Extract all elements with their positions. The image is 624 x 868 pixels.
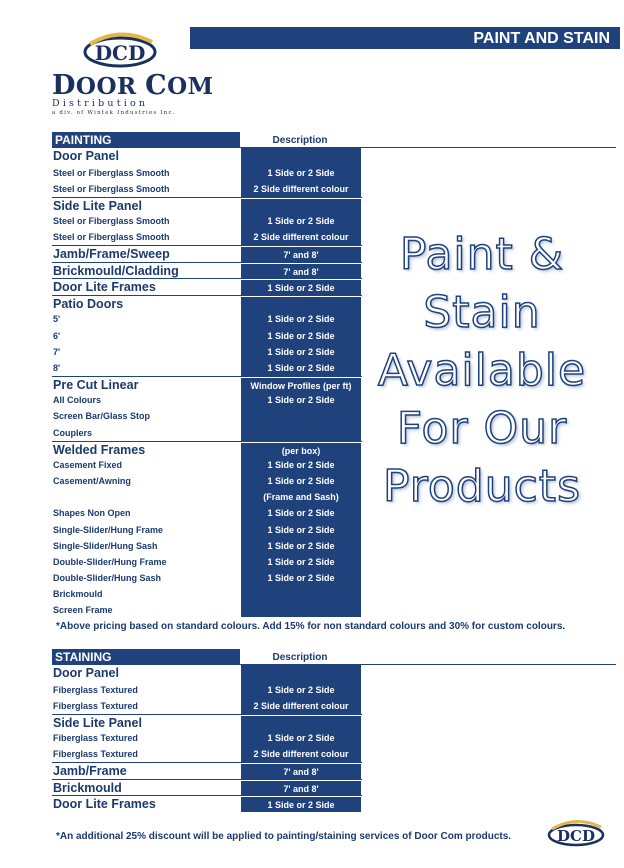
staining-header: STAINING: [52, 649, 240, 665]
item-description: 2 Side different colour: [253, 700, 349, 711]
table-row: [52, 779, 362, 796]
table-row: [52, 602, 362, 618]
item-description: [241, 715, 361, 716]
door-com-logo-mark-icon: [82, 30, 158, 70]
item-label: Steel or Fiberglass Smooth: [53, 232, 170, 243]
table-row: [52, 795, 362, 812]
item-description: [241, 198, 361, 199]
table-row: [52, 762, 362, 779]
item-label: All Colours: [53, 395, 102, 406]
table-row: [52, 457, 362, 473]
table-row: [52, 682, 362, 698]
item-label: Single-Slider/Hung Sash: [53, 540, 158, 551]
item-description: 7' and 8': [241, 246, 361, 264]
company-logo: [50, 26, 214, 116]
item-description: (Frame and Sash): [263, 492, 339, 503]
table-row: [52, 570, 362, 586]
table-row: [52, 213, 362, 229]
item-label: Fiberglass Textured: [53, 684, 138, 695]
item-description: 1 Side or 2 Side: [267, 362, 335, 373]
promo-line: Products: [383, 461, 581, 512]
table-row: [52, 295, 362, 312]
item-description: 1 Side or 2 Side: [267, 330, 335, 341]
item-label: Screen Frame: [53, 605, 113, 615]
category-label: Brickmould: [53, 780, 122, 795]
item-label: Steel or Fiberglass Smooth: [53, 167, 170, 178]
category-label: Welded Frames: [53, 442, 146, 457]
item-description: 2 Side different colour: [253, 232, 349, 243]
table-row: [52, 746, 362, 762]
table-row: [52, 698, 362, 714]
item-label: 7': [53, 346, 61, 357]
item-description: 1 Side or 2 Side: [267, 540, 335, 551]
svg-text:DCD: DCD: [94, 41, 146, 65]
category-label: Door Panel: [53, 666, 119, 680]
item-description: 1 Side or 2 Side: [267, 346, 335, 357]
table-row: [52, 360, 362, 376]
category-label: Door Panel: [53, 149, 119, 163]
table-row: [52, 262, 362, 279]
item-description: 1 Side or 2 Side: [267, 216, 335, 227]
brand-division: a div. of Wintek Industries Inc.: [52, 110, 176, 116]
item-label: Casement Fixed: [53, 460, 123, 471]
table-row: [52, 328, 362, 344]
item-description: 2 Side different colour: [253, 183, 349, 194]
item-label: Fiberglass Textured: [53, 733, 138, 744]
category-label: Side Lite Panel: [53, 715, 142, 730]
promo-line: For Our: [396, 403, 568, 454]
table-row: [52, 730, 362, 746]
item-label: Double-Slider/Hung Sash: [53, 572, 162, 583]
painting-description-header: Description: [272, 135, 328, 146]
table-row: [52, 505, 362, 521]
item-label: Double-Slider/Hung Frame: [53, 556, 167, 567]
item-description: 1 Side or 2 Side: [267, 476, 335, 487]
table-row: [52, 489, 362, 505]
table-row: [52, 245, 362, 262]
svg-text:DCD: DCD: [557, 827, 595, 845]
table-row: [52, 392, 362, 408]
brand-name: DOOR COM: [52, 70, 214, 101]
table-row: [52, 473, 362, 489]
table-row: [52, 229, 362, 245]
table-row: [52, 376, 362, 393]
category-label: Brickmould/Cladding: [53, 263, 179, 278]
table-row: [52, 714, 362, 731]
table-row: [52, 665, 362, 682]
item-description: 1 Side or 2 Side: [267, 524, 335, 535]
item-description: 2 Side different colour: [253, 749, 349, 760]
promo-line: Available: [377, 345, 587, 396]
item-description: 1 Side or 2 Side: [241, 796, 361, 814]
table-row: [52, 278, 362, 295]
item-label: Single-Slider/Hung Frame: [53, 524, 164, 535]
promo-headline: [372, 226, 592, 516]
item-label: Steel or Fiberglass Smooth: [53, 216, 170, 227]
table-row: [52, 538, 362, 554]
item-description: Window Profiles (per ft): [241, 377, 361, 395]
painting-pricing-note: *Above pricing based on standard colours. Add 15% for non standard colours and 30% for custom colours.: [56, 621, 566, 632]
page-title-banner: PAINT AND STAIN: [190, 27, 620, 49]
item-description: 1 Side or 2 Side: [267, 733, 335, 744]
table-row: [52, 197, 362, 214]
table-row: [52, 148, 362, 165]
item-description: 1 Side or 2 Side: [241, 279, 361, 297]
category-label: Jamb/Frame/Sweep: [53, 247, 170, 262]
table-row: [52, 554, 362, 570]
table-row: [52, 441, 362, 458]
painting-header: PAINTING: [52, 132, 240, 148]
painting-header-row: [52, 132, 616, 148]
staining-header-row: [52, 649, 616, 665]
item-description: 1 Side or 2 Side: [267, 508, 335, 519]
item-description: 1 Side or 2 Side: [267, 314, 335, 325]
item-description: 1 Side or 2 Side: [267, 460, 335, 471]
item-label: Brickmould: [53, 588, 103, 599]
item-description: 1 Side or 2 Side: [267, 572, 335, 583]
item-label: Fiberglass Textured: [53, 700, 138, 711]
item-description: 1 Side or 2 Side: [267, 684, 335, 695]
item-description: 1 Side or 2 Side: [267, 395, 335, 406]
item-label: 8': [53, 362, 61, 373]
item-description: 1 Side or 2 Side: [267, 556, 335, 567]
item-label: 5': [53, 314, 61, 325]
item-label: Shapes Non Open: [53, 508, 131, 519]
item-label: 6': [53, 330, 61, 341]
category-label: Side Lite Panel: [53, 198, 142, 213]
footer-logo-icon: [546, 818, 606, 848]
item-description: 1 Side or 2 Side: [267, 167, 335, 178]
table-row: [52, 344, 362, 360]
item-label: Steel or Fiberglass Smooth: [53, 183, 170, 194]
item-label: Casement/Awning: [53, 476, 131, 487]
category-label: Jamb/Frame: [53, 764, 127, 779]
brand-subtitle: Distribution: [52, 98, 149, 109]
item-description: 7' and 8': [241, 263, 361, 281]
staining-description-header: Description: [272, 652, 328, 663]
table-row: [52, 165, 362, 181]
table-row: [52, 425, 362, 441]
item-label: Screen Bar/Glass Stop: [53, 411, 151, 422]
table-row: [52, 522, 362, 538]
category-label: Pre Cut Linear: [53, 377, 139, 392]
table-row: [52, 181, 362, 197]
item-description: (per box): [241, 442, 361, 460]
table-row: [52, 586, 362, 602]
category-label: Door Lite Frames: [53, 797, 156, 812]
item-label: Couplers: [53, 427, 93, 438]
table-row: [52, 311, 362, 327]
promo-line: Paint &: [399, 229, 565, 280]
item-description: [241, 296, 361, 297]
category-label: Door Lite Frames: [53, 280, 156, 295]
category-label: Patio Doors: [53, 296, 124, 311]
promo-line: Stain: [423, 287, 541, 338]
item-description: 7' and 8': [241, 763, 361, 781]
staining-discount-note: *An additional 25% discount will be applied to painting/staining services of Door Com products.: [56, 831, 512, 842]
item-label: Fiberglass Textured: [53, 749, 138, 760]
table-row: [52, 408, 362, 424]
item-description: 7' and 8': [241, 780, 361, 798]
